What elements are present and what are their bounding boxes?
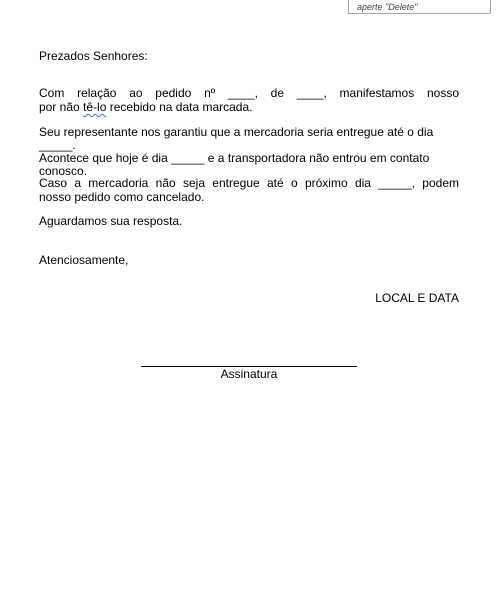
comment-balloon[interactable]: [348, 0, 491, 14]
paragraph-1-line-1: [39, 87, 459, 100]
letter-greeting: Prezados Senhores:: [39, 49, 148, 63]
letter-closing: Atenciosamente,: [39, 253, 129, 267]
paragraph-4-line-1-text: Caso a mercadoria não seja entregue até o próximo dia _____, podem: [39, 177, 459, 190]
spelling-flagged-word[interactable]: tê-lo: [83, 100, 107, 114]
paragraph-1-line-1-text: Com relação ao pedido nº ____, de ____, manifestamos nosso: [39, 87, 459, 100]
paragraph-3: Acontece que hoje é dia _____ e a transportadora não entrou em contato conosco.: [39, 151, 430, 178]
signature-label: Assinatura: [220, 367, 278, 381]
paragraph-1-line-2-post: recebido na data marcada.: [106, 100, 253, 114]
local-and-date: LOCAL E DATA: [375, 291, 459, 305]
paragraph-1-line-2-pre: por não: [39, 100, 84, 114]
paragraph-1-line-2: [39, 101, 459, 114]
paragraph-5: Aguardamos sua resposta.: [39, 214, 183, 228]
paragraph-4-line-1: [39, 177, 459, 190]
comment-text: aperte "Delete": [357, 2, 418, 12]
paragraph-2: Seu representante nos garantiu que a mercadoria seria entregue até o dia _____.: [39, 125, 434, 152]
paragraph-4-line-2: nosso pedido como cancelado.: [39, 190, 205, 204]
